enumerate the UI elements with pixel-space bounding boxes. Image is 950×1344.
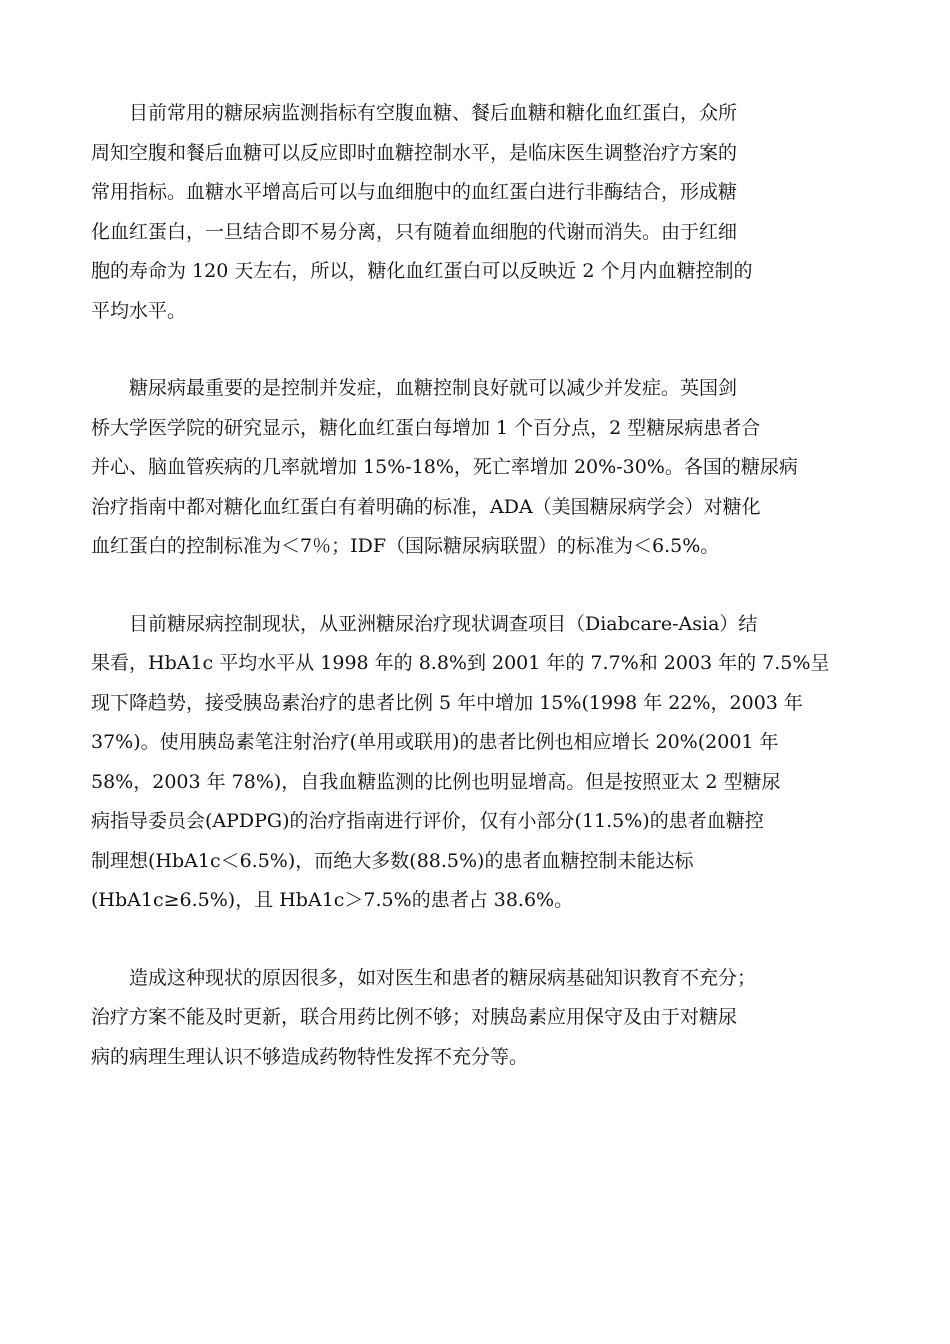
text-line: 58%，2003 年 78%)，自我血糖监测的比例也明显增高。但是按照亚太 2 型糖尿 [91,770,781,793]
text-line: 目前糖尿病控制现状，从亚洲糖尿治疗现状调查项目（Diabcare-Asia）结 [129,612,758,635]
text-line: 化血红蛋白，一旦结合即不易分离，只有随着血细胞的代谢而消失。由于红细 [91,220,738,243]
text-line: 血红蛋白的控制标准为＜7％；IDF（国际糖尿病联盟）的标准为＜6.5%。 [91,535,720,557]
paragraph-1 [91,94,861,331]
text-line: 治疗方案不能及时更新，联合用药比例不够；对胰岛素应用保守及由于对糖尿 [91,1006,738,1028]
text-line: 病指导委员会(APDPG)的治疗指南进行评价，仅有小部分(11.5%)的患者血糖控 [91,810,764,832]
text-line: 目前常用的糖尿病监测指标有空腹血糖、餐后血糖和糖化血红蛋白，众所 [129,102,738,124]
paragraph-4 [91,959,861,1078]
text-line: 周知空腹和餐后血糖可以反应即时血糖控制水平，是临床医生调整治疗方案的 [91,141,738,164]
text-line: 并心、脑血管疾病的几率就增加 15%-18%，死亡率增加 20%-30%。各国的糖尿病 [91,456,798,478]
text-line: 平均水平。 [91,299,187,322]
text-line: 现下降趋势，接受胰岛素治疗的患者比例 5 年中增加 15%(1998 年 22%，2003 年 [91,691,803,714]
paragraph-3 [91,605,861,921]
text-line: 果看，HbA1c 平均水平从 1998 年的 8.8%到 2001 年的 7.7%和 2003 年的 7.5%呈 [91,652,830,674]
document-body [91,94,861,1115]
text-line: 桥大学医学院的研究显示，糖化血红蛋白每增加 1 个百分点，2 型糖尿病患者合 [91,416,761,439]
text-line: 治疗指南中都对糖化血红蛋白有着明确的标准，ADA（美国糖尿病学会）对糖化 [91,495,761,518]
text-line: 造成这种现状的原因很多，如对医生和患者的糖尿病基础知识教育不充分； [129,966,757,989]
text-line: (HbA1c≥6.5%)，且 HbA1c＞7.5%的患者占 38.6%。 [91,889,574,911]
text-line: 常用指标。血糖水平增高后可以与血细胞中的血红蛋白进行非酶结合，形成糖 [91,181,738,203]
text-line: 胞的寿命为 120 天左右，所以，糖化血红蛋白可以反映近 2 个月内血糖控制的 [91,260,753,282]
text-line: 37%)。使用胰岛素笔注射治疗(单用或联用)的患者比例也相应增长 20%(2001 年 [91,731,779,753]
text-line: 病的病理生理认识不够造成药物特性发挥不充分等。 [91,1045,529,1068]
text-line: 制理想(HbA1c＜6.5%)，而绝大多数(88.5%)的患者血糖控制未能达标 [91,849,694,872]
paragraph-2 [91,369,861,567]
text-line: 糖尿病最重要的是控制并发症，血糖控制良好就可以减少并发症。英国剑 [129,377,738,399]
